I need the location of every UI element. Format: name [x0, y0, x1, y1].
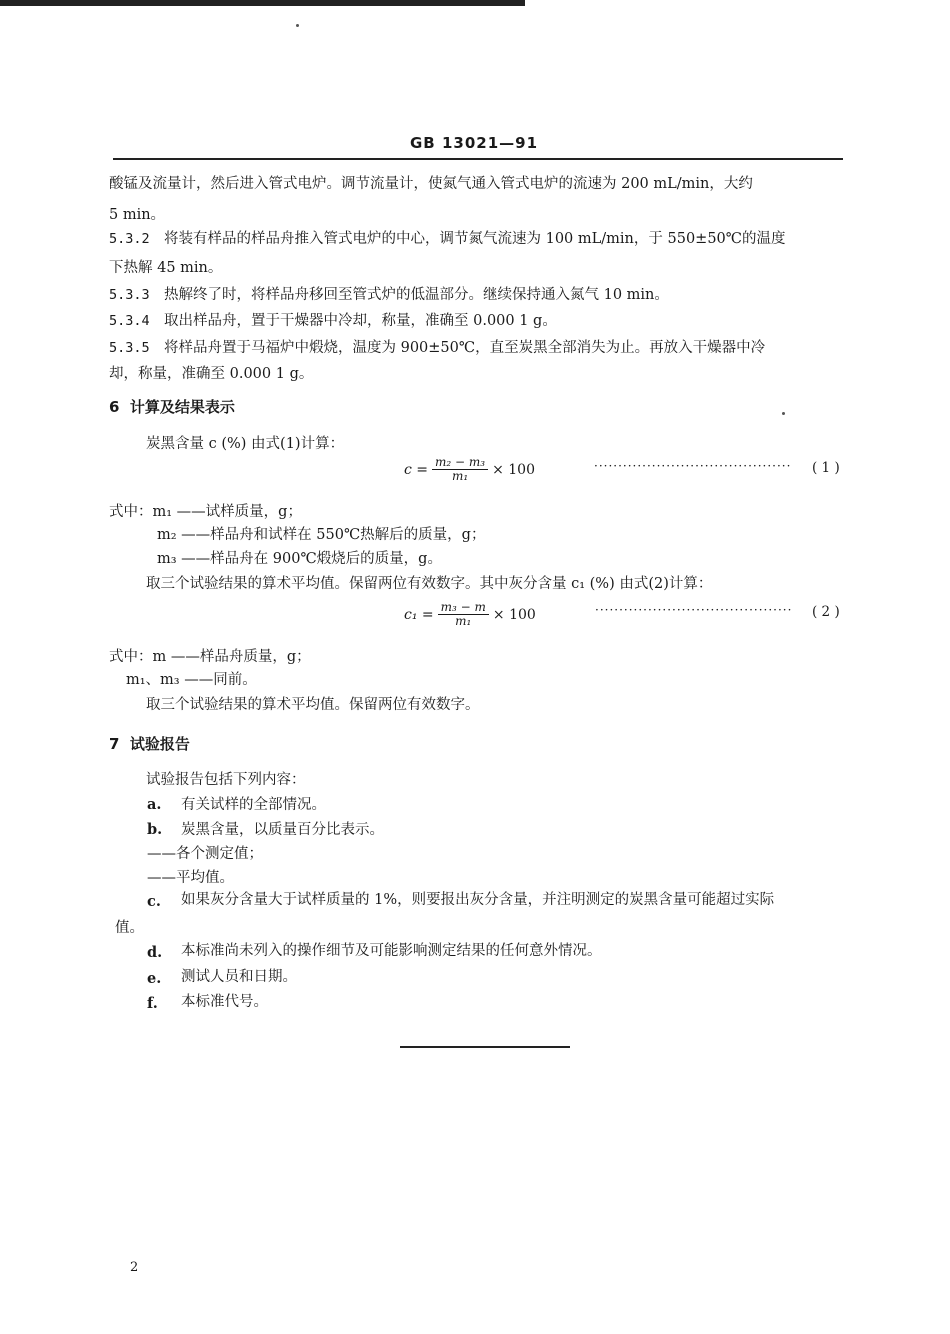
list-item-text: 炭黑含量，以质量百分比表示。 [181, 822, 384, 838]
list-item-text: 如果灰分含量大于试样质量的 1%，则要报出灰分含量，并注明测定的炭黑含量可能超过实际 [181, 892, 775, 908]
section-heading: 6 计算及结果表示 [109, 398, 235, 416]
clause-text: 却，称量，准确至 0.000 1 g。 [109, 366, 314, 382]
formula-label: ( 2 ) [812, 604, 840, 620]
scan-edge-mark [0, 0, 525, 6]
clause-text: 热解终了时，将样品舟移回至管式炉的低温部分。继续保持通入氮气 10 min。 [164, 287, 669, 303]
formula-lhs: c = [404, 461, 429, 478]
formula-1 [404, 456, 535, 483]
paragraph-line: 试验报告包括下列内容： [146, 772, 306, 788]
list-item-label: a. [147, 796, 162, 813]
clause-number: 5.3.2 [109, 231, 150, 247]
list-item-label: d. [147, 944, 163, 961]
fraction-numerator: m₃ − m [438, 601, 489, 615]
definition-line: m₂ ——样品舟和试样在 550℃热解后的质量，g； [157, 527, 486, 543]
formula-leader: ········································· [595, 603, 793, 617]
paragraph-line: 取三个试验结果的算术平均值。保留两位有效数字。 [146, 697, 480, 713]
formula-label: ( 1 ) [812, 460, 840, 476]
list-item-text: 有关试样的全部情况。 [181, 797, 326, 813]
paragraph-line: 炭黑含量 c (%) 由式(1)计算： [146, 436, 345, 452]
definition-line: 式中：m ——样品舟质量，g； [109, 649, 311, 665]
formula-lhs: c₁ = [404, 606, 434, 623]
paragraph-line: 取三个试验结果的算术平均值。保留两位有效数字。其中灰分含量 c₁ (%) 由式(2)计算： [146, 576, 713, 592]
formula-multiplier: × 100 [492, 606, 536, 623]
formula-leader: ········································· [594, 459, 792, 473]
list-item-label: e. [147, 970, 162, 987]
fraction [438, 601, 489, 628]
definition-line: m₃ ——样品舟在 900℃煅烧后的质量，g。 [157, 551, 442, 567]
list-item-label: b. [147, 821, 163, 838]
clause-number: 5.3.5 [109, 340, 150, 356]
fraction-numerator: m₂ − m₃ [432, 456, 488, 470]
clause-number: 5.3.4 [109, 313, 150, 329]
fraction [432, 456, 488, 483]
list-item-label: f. [147, 995, 158, 1012]
list-item-text: 本标准代号。 [181, 994, 268, 1010]
end-rule [400, 1046, 570, 1048]
page-number: 2 [130, 1260, 139, 1275]
paragraph-line: 酸锰及流量计，然后进入管式电炉。调节流量计，使氮气通入管式电炉的流速为 200 mL/min，大约 [109, 176, 753, 192]
section-heading: 7 试验报告 [109, 735, 190, 753]
scan-speck [782, 412, 785, 415]
clause-text: 将样品舟置于马福炉中煅烧，温度为 900±50℃，直至炭黑全部消失为止。再放入干燥器中冷 [164, 340, 766, 356]
scan-speck [296, 24, 299, 27]
formula-multiplier: × 100 [492, 461, 535, 478]
formula-2 [404, 601, 536, 628]
list-item-text: 本标准尚未列入的操作细节及可能影响测定结果的任何意外情况。 [181, 943, 602, 959]
list-subitem: ——各个测定值； [147, 846, 263, 862]
fraction-denominator: m₁ [455, 614, 472, 628]
paragraph-line: 5 min。 [109, 207, 166, 223]
clause-number: 5.3.3 [109, 287, 150, 303]
list-item-text: 值。 [115, 920, 144, 936]
fraction-denominator: m₁ [451, 469, 469, 483]
header-rule [113, 158, 843, 160]
clause-text: 取出样品舟，置于干燥器中冷却，称量，准确至 0.000 1 g。 [164, 313, 557, 329]
list-item-text: 测试人员和日期。 [181, 969, 297, 985]
standard-code: GB 13021—91 [410, 134, 539, 152]
clause-text: 下热解 45 min。 [109, 260, 223, 276]
definition-line: 式中：m₁ ——试样质量，g； [109, 504, 302, 520]
list-subitem: ——平均值。 [147, 870, 234, 886]
clause-text: 将装有样品的样品舟推入管式电炉的中心，调节氮气流速为 100 mL/min，于 550±50℃的温度 [164, 231, 786, 247]
definition-line: m₁、m₃ ——同前。 [126, 672, 257, 688]
list-item-label: c. [147, 893, 161, 910]
